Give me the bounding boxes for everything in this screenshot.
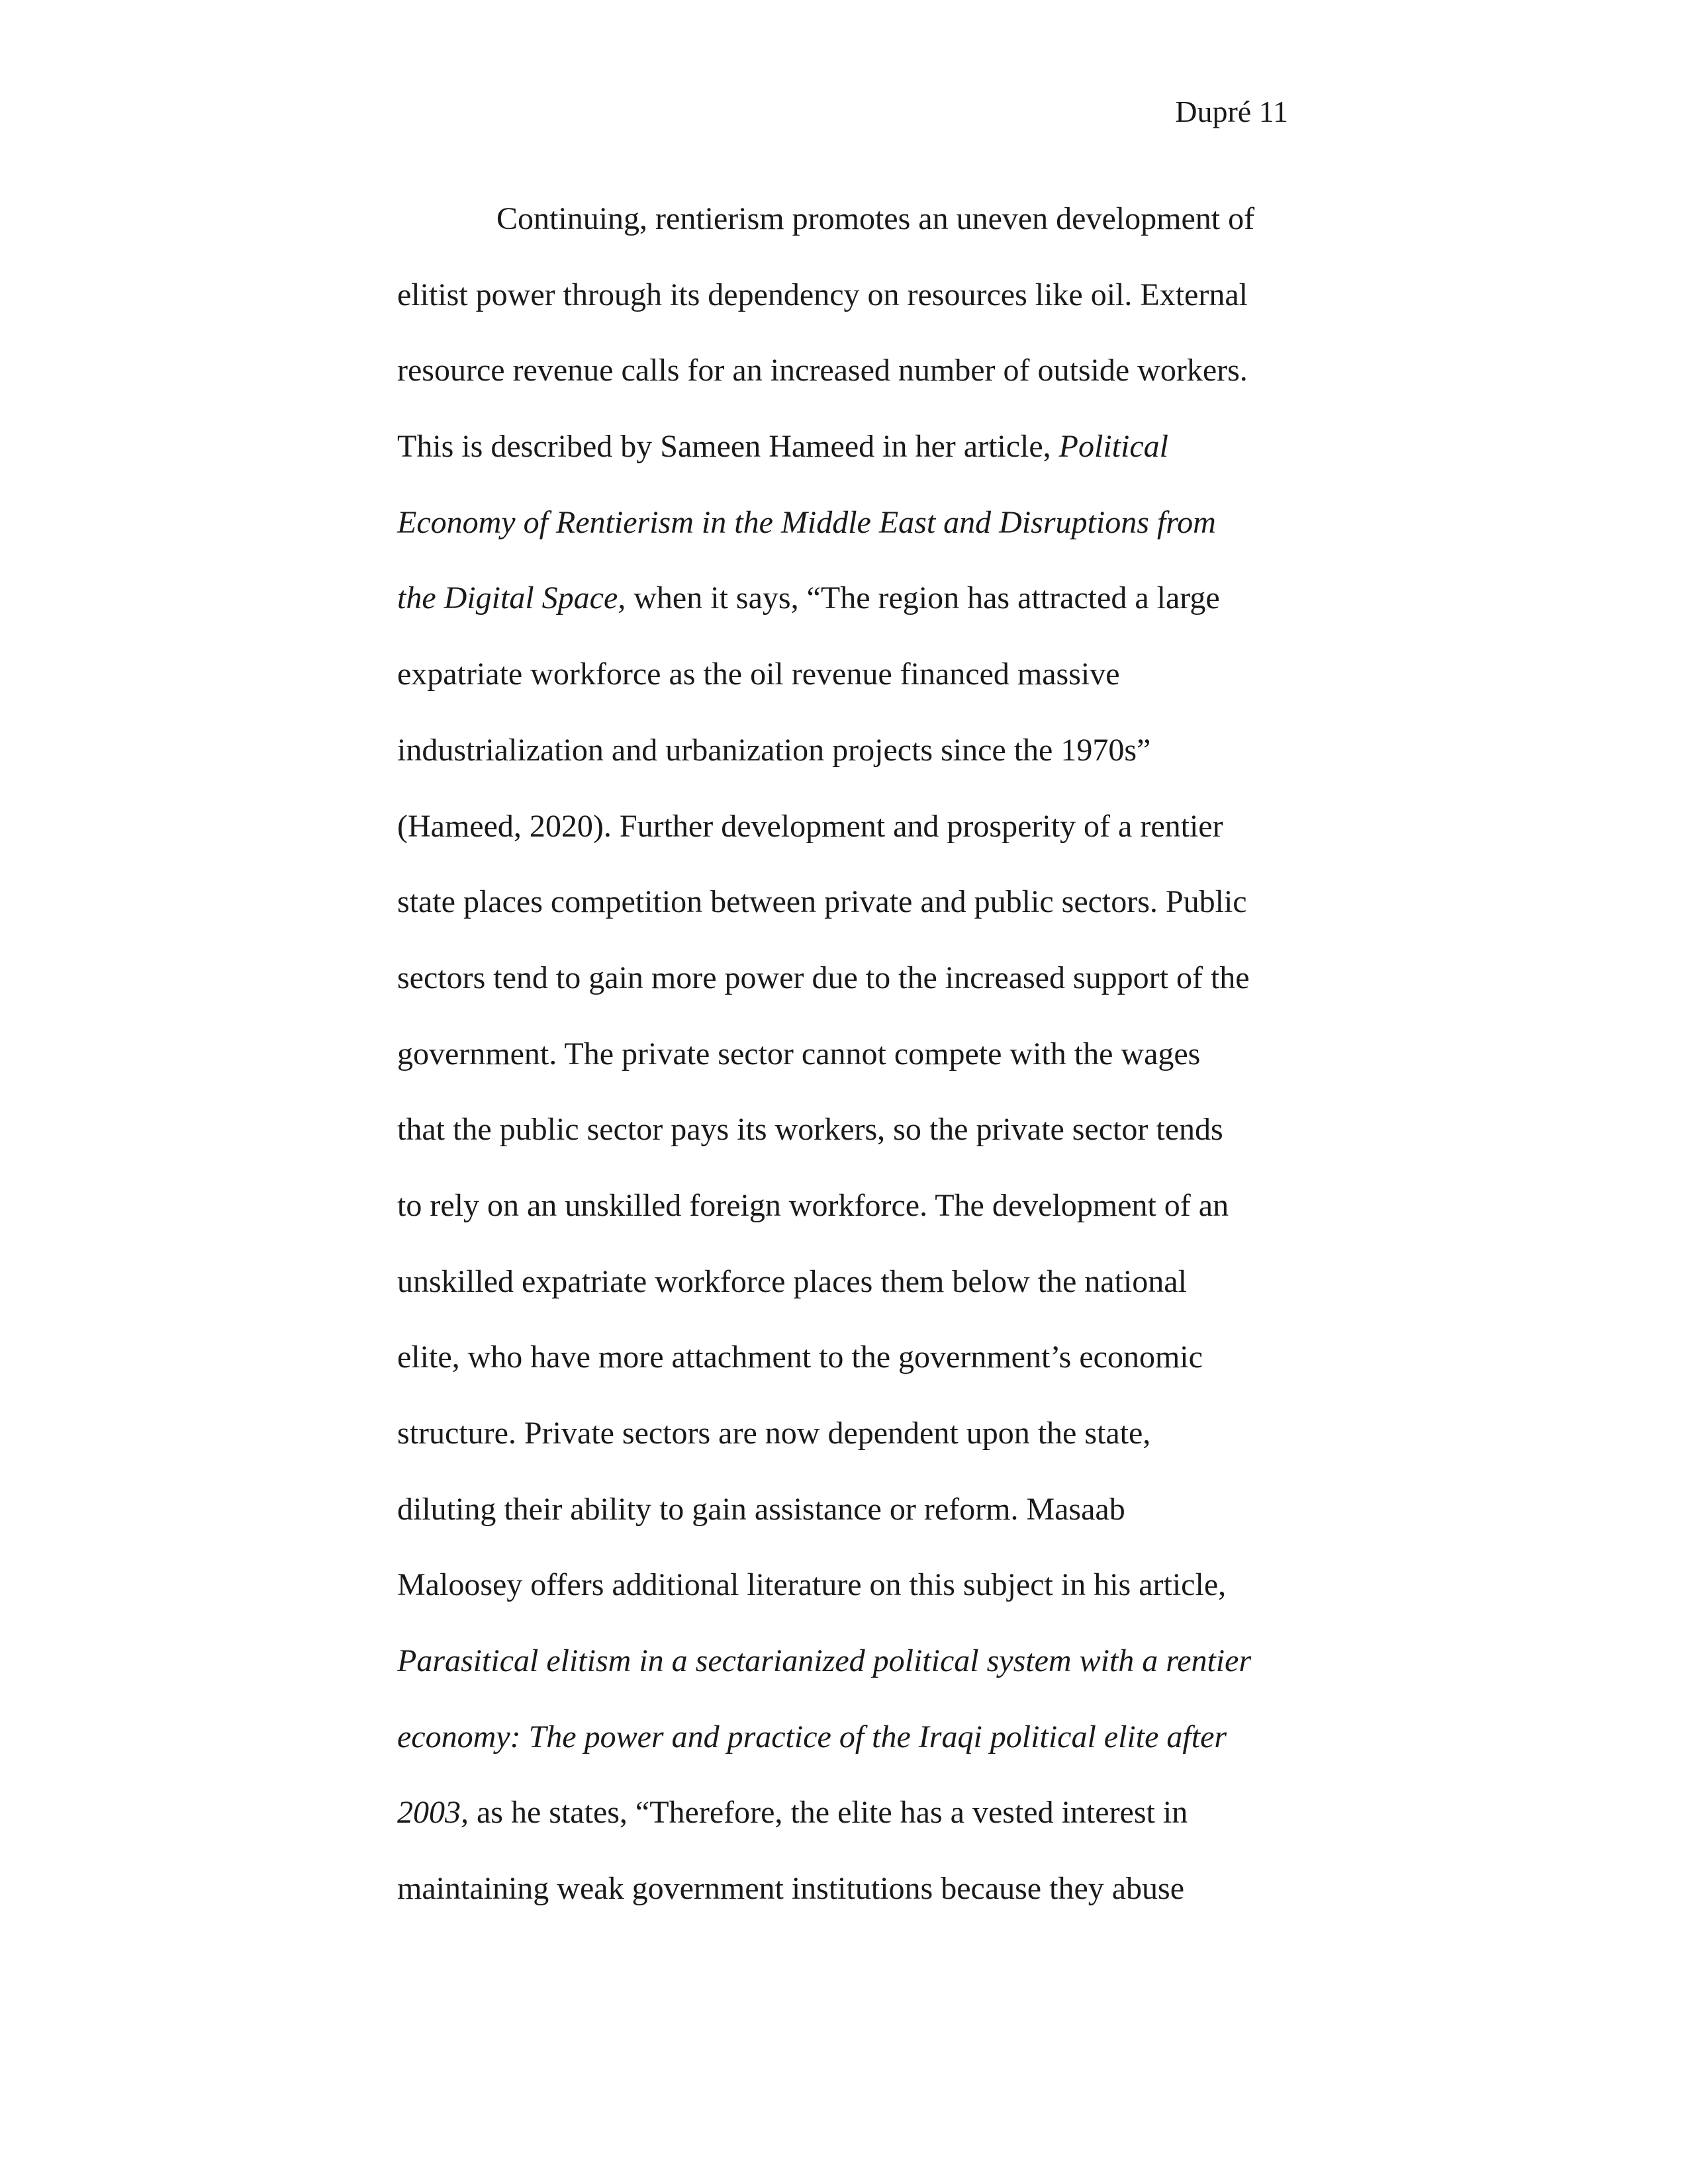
text-line: sectors tend to gain more power due to the increased support of the [397,960,1250,995]
text-line: (Hameed, 2020). Further development and prosperity of a rentier [397,808,1223,844]
text-line: to rely on an unskilled foreign workforce. The development of an [397,1187,1229,1223]
text-line: Continuing, rentierism promotes an uneven development of [496,201,1255,236]
text-line [397,500,1291,576]
article-title-italic: Parasitical elitism in a sectarianized political system with a rentier [397,1643,1252,1679]
running-head: Dupré 11 [1175,95,1288,128]
text-line: elite, who have more attachment to the government’s economic [397,1340,1203,1375]
text-line [397,1714,1291,1790]
article-title-italic: economy: The power and practice of the Iraqi political elite after [397,1719,1227,1754]
text-line: unskilled expatriate workforce places them below the national [397,1263,1187,1299]
text-line: diluting their ability to gain assistance or reform. Masaab [397,1491,1125,1527]
text-line: Maloosey offers additional literature on this subject in his article, [397,1567,1227,1603]
text-line: the Digital Space, when it says, “The region has attracted a large [397,580,1220,616]
article-title-italic: Economy of Rentierism in the Middle East and Disruptions from [397,504,1216,540]
text-line: resource revenue calls for an increased number of outside workers. [397,353,1248,388]
text-line: 2003, as he states, “Therefore, the elite has a vested interest in [397,1795,1188,1831]
text-line: expatriate workforce as the oil revenue financed massive [397,657,1120,692]
body-paragraph [397,196,1291,1942]
text-line: industrialization and urbanization projects since the 1970s” [397,732,1151,768]
text-line: maintaining weak government institutions because they abuse [397,1871,1185,1907]
text-line: state places competition between private and public sectors. Public [397,884,1247,920]
text-line: This is described by Sameen Hameed in her article, Political [397,429,1168,465]
text-line [397,1638,1291,1714]
article-title-italic: the Digital Space, [397,580,626,616]
text-line: structure. Private sectors are now dependent upon the state, [397,1416,1151,1451]
text-line: government. The private sector cannot compete with the wages [397,1036,1201,1071]
text-line: that the public sector pays its workers, so the private sector tends [397,1112,1223,1148]
article-title-italic: 2003, [397,1795,469,1831]
text-line: elitist power through its dependency on resources like oil. External [397,277,1248,312]
article-title-italic: Political [1058,429,1168,465]
